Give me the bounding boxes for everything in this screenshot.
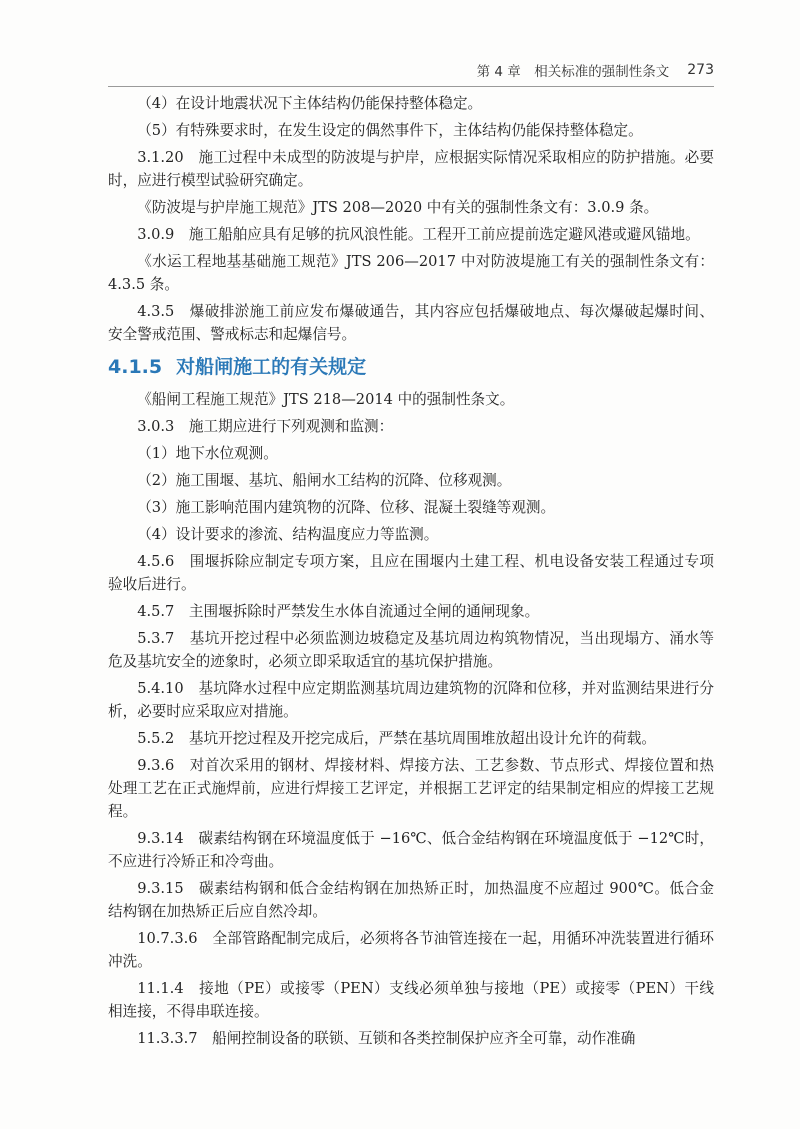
paragraph: 5.3.7 基坑开挖过程中必须监测边坡稳定及基坑周边构筑物情况，当出现塌方、涌水等危及基坑安全的迹象时，必须立即采取适宜的基坑保护措施。 [108, 630, 714, 670]
paragraph: 4.5.6 围堰拆除应制定专项方案，且应在围堰内土建工程、机电设备安装工程通过专项验收后进行。 [108, 553, 714, 593]
paragraph: （4）在设计地震状况下主体结构仍能保持整体稳定。 [137, 95, 483, 112]
chapter-title: 第 4 章 相关标准的强制性条文 [476, 64, 670, 80]
running-header [108, 58, 714, 87]
paragraph: 《水运工程地基基础施工规范》JTS 206—2017 中对防波堤施工有关的强制性条文有：4.3.5 条。 [108, 253, 714, 293]
paragraph: 11.1.4 接地（PE）或接零（PEN）支线必须单独与接地（PE）或接零（PEN）干线相连接，不得串联连接。 [108, 980, 714, 1020]
list-item: （4）设计要求的渗流、结构温度应力等监测。 [137, 526, 439, 543]
section-heading [108, 352, 714, 382]
paragraph: 4.3.5 爆破排淤施工前应发布爆破通告，其内容应包括爆破地点、每次爆破起爆时间、安全警戒范围、警戒标志和起爆信号。 [108, 303, 714, 343]
section-title: 对船闸施工的有关规定 [176, 356, 367, 378]
paragraph: 9.3.14 碳素结构钢在环境温度低于 −16℃、低合金结构钢在环境温度低于 −12℃时，不应进行冷矫正和冷弯曲。 [108, 830, 714, 870]
paragraph: 5.5.2 基坑开挖过程及开挖完成后，严禁在基坑周围堆放超出设计允许的荷载。 [137, 730, 656, 747]
list-item: （1）地下水位观测。 [137, 445, 278, 462]
paragraph: 《船闸工程施工规范》JTS 218—2014 中的强制性条文。 [137, 391, 515, 408]
list-item: （3）施工影响范围内建筑物的沉降、位移、混凝土裂缝等观测。 [137, 499, 556, 516]
paragraph: 5.4.10 基坑降水过程中应定期监测基坑周边建筑物的沉降和位移，并对监测结果进行分析，必要时应采取应对措施。 [108, 680, 714, 720]
paragraph: 10.7.3.6 全部管路配制完成后，必须将各节油管连接在一起，用循环冲洗装置进行循环冲洗。 [108, 930, 714, 970]
paragraph: 《防波堤与护岸施工规范》JTS 208—2020 中有关的强制性条文有：3.0.9 条。 [137, 199, 659, 216]
paragraph: （5）有特殊要求时，在发生设定的偶然事件下，主体结构仍能保持整体稳定。 [137, 122, 643, 139]
page-number: 273 [687, 62, 714, 78]
list-item: （2）施工围堰、基坑、船闸水工结构的沉降、位移观测。 [137, 472, 512, 489]
paragraph: 4.5.7 主围堰拆除时严禁发生水体自流通过全闸的通闸现象。 [137, 603, 540, 620]
paragraph: 9.3.6 对首次采用的钢材、焊接材料、焊接方法、工艺参数、节点形式、焊接位置和热处理工艺在正式施焊前，应进行焊接工艺评定，并根据工艺评定的结果制定相应的焊接工艺规程。 [108, 757, 714, 820]
paragraph: 11.3.3.7 船闸控制设备的联锁、互锁和各类控制保护应齐全可靠，动作准确 [137, 1030, 636, 1047]
paragraph: 9.3.15 碳素结构钢和低合金结构钢在加热矫正时，加热温度不应超过 900℃。低合金结构钢在加热矫正后应自然冷却。 [108, 880, 714, 920]
body-text [108, 92, 714, 1054]
paragraph: 3.0.3 施工期应进行下列观测和监测： [137, 418, 394, 435]
paragraph: 3.0.9 施工船舶应具有足够的抗风浪性能。工程开工前应提前选定避风港或避风锚地。 [137, 226, 700, 243]
section-number: 4.1.5 [108, 356, 163, 378]
paragraph: 3.1.20 施工过程中未成型的防波堤与护岸，应根据实际情况采取相应的防护措施。必要时，应进行模型试验研究确定。 [108, 149, 714, 189]
